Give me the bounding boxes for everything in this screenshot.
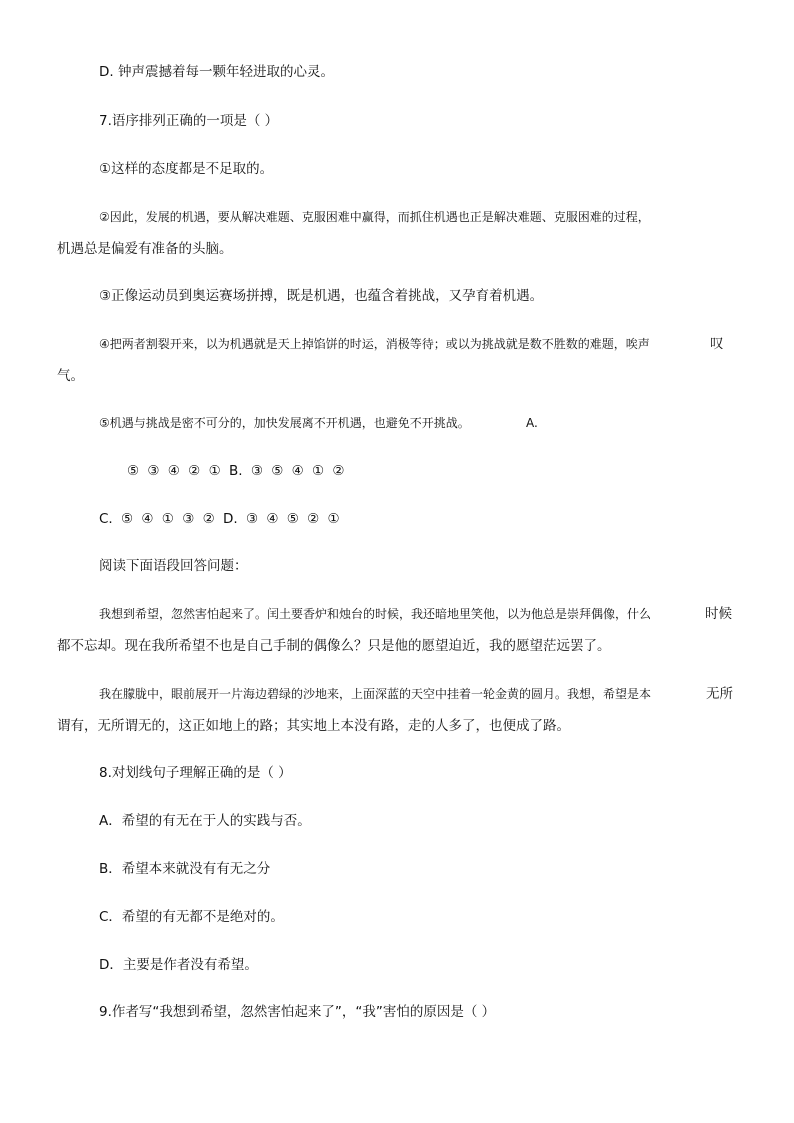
q8-option-c: C．希望的有无都不是绝对的。 [99,909,284,925]
q8-option-b: B．希望本来就没有有无之分 [99,861,271,877]
q8-option-d: D．主要是作者没有希望。 [99,957,258,973]
passage-p2-line1: 我在朦胧中，眼前展开一片海边碧绿的沙地来，上面深蓝的天空中挂着一轮金黄的圆月。我想，希望是本 [99,687,652,701]
reading-intro: 阅读下面语段回答问题： [99,558,248,574]
q7-sentence-5: ⑤机遇与挑战是密不可分的，加快发展离不开机遇，也避免不开挑战。 [99,416,470,430]
q8-option-a: A．希望的有无在于人的实践与否。 [99,813,311,829]
passage-p1-line2: 都不忘却。现在我所希望不也是自己手制的偶像么？只是他的愿望迫近，我的愿望茫远罢了。 [57,638,611,654]
q8-stem: 8.对划线句子理解正确的是（ ） [99,765,292,781]
q7-options-a-b: ⑤ ③ ④ ② ① B. ③ ⑤ ④ ① ② [127,463,345,479]
passage-p1-line1: 我想到希望，忽然害怕起来了。闰土要香炉和烛台的时候，我还暗地里笑他，以为他总是崇拜偶像，什么 [99,607,652,621]
q7-stem: 7.语序排列正确的一项是（ ） [99,113,279,129]
q7-sentence-4-line2: 气。 [57,368,84,384]
q7-sentence-3: ③正像运动员到奥运赛场拼搏，既是机遇，也蕴含着挑战，又孕育着机遇。 [99,288,544,304]
q7-sentence-1: ①这样的态度都是不足取的。 [99,161,274,177]
passage-p2-tail: 无所 [706,686,733,702]
q7-options-c-d: C. ⑤ ④ ① ③ ② D. ③ ④ ⑤ ② ① [99,511,340,527]
q7-sentence-2-line1: ②因此，发展的机遇，要从解决难题、克服困难中赢得，而抓住机遇也正是解决难题、克服困难的过程， [99,210,650,224]
q6-option-d: D. 钟声震撼着每一颗年轻进取的心灵。 [99,64,334,80]
q7-option-a-label: A. [526,416,538,430]
q7-sentence-4-tail: 叹 [710,336,724,352]
passage-p1-tail: 时候 [705,606,732,622]
q7-sentence-4-line1: ④把两者割裂开来，以为机遇就是天上掉馅饼的时运，消极等待；或以为挑战就是数不胜数的难题，唉声 [99,337,650,351]
q7-sentence-2-line2: 机遇总是偏爱有准备的头脑。 [57,241,233,257]
passage-p2-line2: 谓有，无所谓无的，这正如地上的路；其实地上本没有路，走的人多了，也便成了路。 [57,718,570,734]
q9-stem: 9.作者写“我想到希望，忽然害怕起来了”，“我”害怕的原因是（ ） [99,1004,496,1020]
